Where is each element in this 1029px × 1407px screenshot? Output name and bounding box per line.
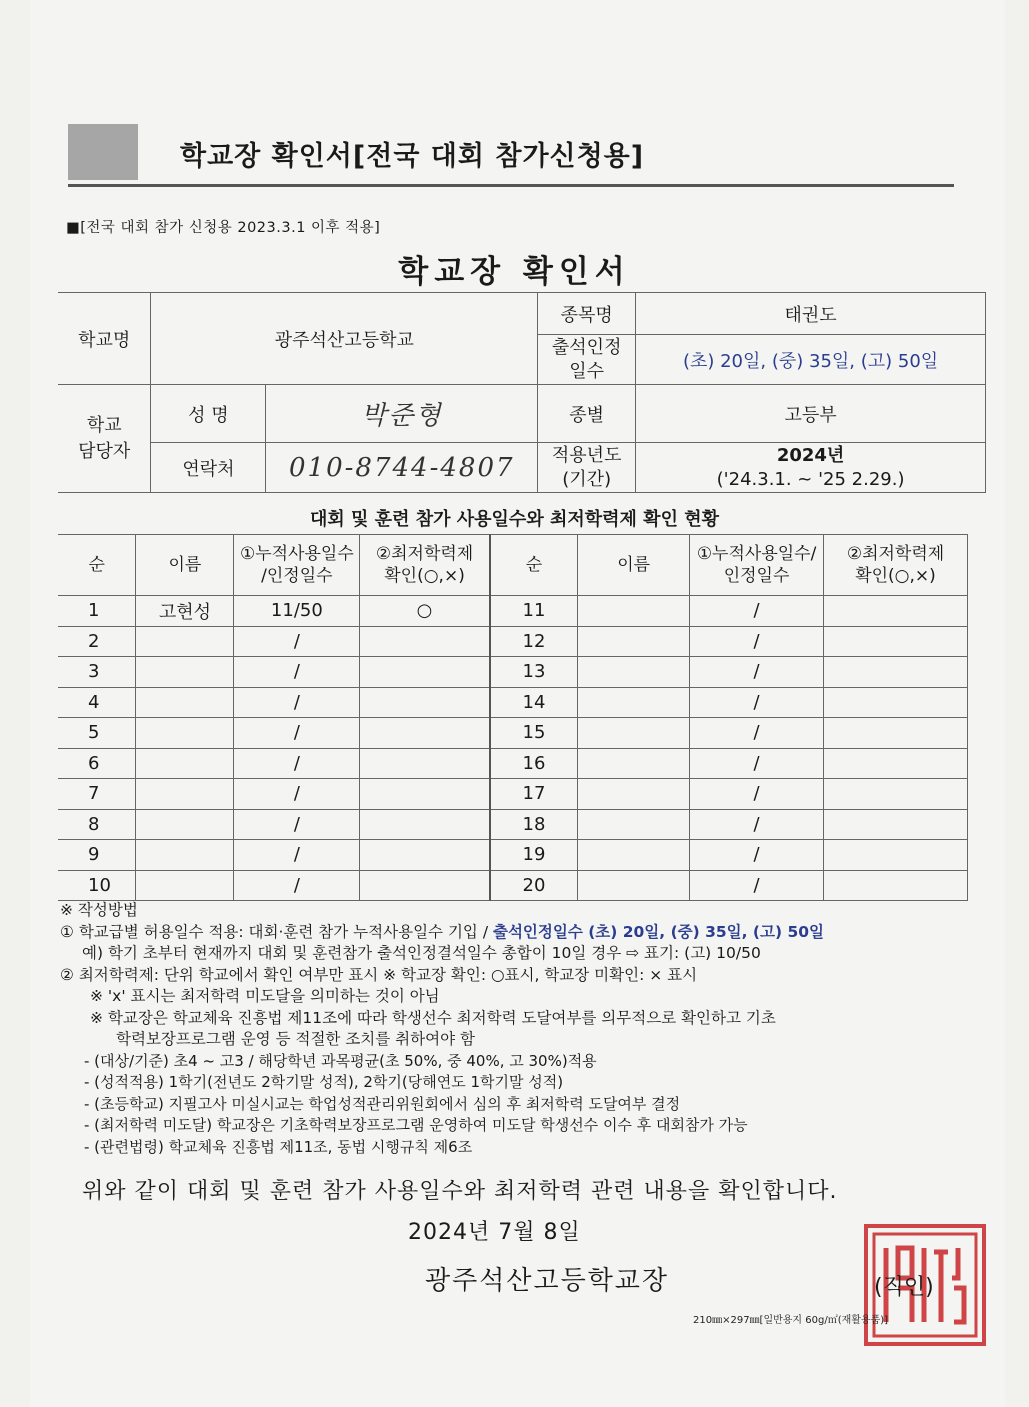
year-value: 2024년 (776, 445, 845, 467)
academic-check (824, 840, 968, 871)
row-number: 17 (490, 779, 578, 810)
athlete-name (578, 596, 690, 627)
period-value: ('24.3.1. ~ '25 2.29.) (716, 468, 905, 490)
athlete-name (136, 809, 234, 840)
header-gray-block (68, 124, 138, 180)
academic-check (824, 748, 968, 779)
col-header-check-2: ②최저학력제 확인(○,×) (824, 535, 968, 596)
instruction-1b: 출석인정일수 (초) 20일, (중) 35일, (고) 50일 (492, 922, 825, 941)
athlete-name (578, 840, 690, 871)
academic-check (360, 718, 490, 749)
academic-check (824, 657, 968, 688)
academic-check (360, 748, 490, 779)
row-number: 13 (490, 657, 578, 688)
row-number: 12 (490, 626, 578, 657)
row-number: 10 (58, 870, 136, 901)
table-row (58, 718, 968, 749)
days-used: / (234, 870, 360, 901)
academic-check (360, 870, 490, 901)
row-number: 6 (58, 748, 136, 779)
category-label: 종별 (538, 385, 636, 443)
academic-check (824, 870, 968, 901)
row-number: 3 (58, 657, 136, 688)
col-header-days: ①누적사용일수 /인정일수 (234, 535, 360, 596)
issue-date: 2024년 7월 8일 (408, 1220, 581, 1245)
days-used: 11/50 (234, 596, 360, 627)
athlete-name (578, 626, 690, 657)
academic-check (360, 779, 490, 810)
days-used: / (690, 840, 824, 871)
days-used: / (234, 687, 360, 718)
academic-check (824, 687, 968, 718)
athlete-name (578, 809, 690, 840)
row-number: 8 (58, 809, 136, 840)
days-used: / (234, 626, 360, 657)
row-number: 14 (490, 687, 578, 718)
instruction-10: - (최저학력 미도달) 학교장은 기초학력보장프로그램 운영하여 미도달 학생선수 이수 후 대회참가 가능 (84, 1116, 748, 1134)
row-number: 19 (490, 840, 578, 871)
academic-check (824, 779, 968, 810)
academic-check (824, 626, 968, 657)
days-used: / (690, 687, 824, 718)
athlete-name (136, 657, 234, 688)
athletes-table (58, 534, 968, 901)
info-table (58, 292, 986, 493)
manager-label: 학교 담당자 (58, 385, 151, 493)
athlete-name (578, 748, 690, 779)
row-number: 1 (58, 596, 136, 627)
athlete-name (136, 626, 234, 657)
school-label: 학교명 (58, 293, 151, 385)
row-number: 18 (490, 809, 578, 840)
academic-check (360, 626, 490, 657)
athlete-name (578, 870, 690, 901)
paper-spec: 210㎜×297㎜[일반용지 60g/㎡(재활용품)] (693, 1315, 889, 1326)
days-used: / (234, 809, 360, 840)
table-row (58, 657, 968, 688)
col-header-name-2: 이름 (578, 535, 690, 596)
year-cell (636, 443, 986, 493)
academic-check (824, 809, 968, 840)
table-row (58, 748, 968, 779)
academic-check: ○ (360, 596, 490, 627)
document-header (68, 124, 954, 187)
table-row (58, 626, 968, 657)
academic-check (360, 840, 490, 871)
attendance-value: (초) 20일, (중) 35일, (고) 50일 (636, 335, 986, 385)
table-header-row (58, 535, 968, 596)
section-title: 대회 및 훈련 참가 사용일수와 최저학력제 확인 현황 (309, 509, 719, 530)
days-used: / (234, 840, 360, 871)
event-label: 종목명 (538, 293, 636, 335)
athlete-name (136, 840, 234, 871)
days-used: / (234, 718, 360, 749)
contact-label: 연락처 (151, 443, 266, 493)
academic-check (360, 687, 490, 718)
athlete-name (136, 687, 234, 718)
instructions-heading: ※ 작성방법 (60, 901, 138, 919)
days-used: / (690, 596, 824, 627)
event-value: 태권도 (636, 293, 986, 335)
col-header-days-2: ①누적사용일수/ 인정일수 (690, 535, 824, 596)
col-header-no-2: 순 (490, 535, 578, 596)
academic-check (824, 718, 968, 749)
col-header-check: ②최저학력제 확인(○,×) (360, 535, 490, 596)
row-number: 20 (490, 870, 578, 901)
principal-signature-line: 광주석산고등학교장 (425, 1266, 670, 1296)
table-row (58, 840, 968, 871)
table-body (58, 596, 968, 901)
athlete-name (136, 779, 234, 810)
days-used: / (690, 718, 824, 749)
col-header-no: 순 (58, 535, 136, 596)
athlete-name: 고현성 (136, 596, 234, 627)
row-number: 2 (58, 626, 136, 657)
athlete-name (578, 779, 690, 810)
athlete-name (578, 687, 690, 718)
table-row (58, 870, 968, 901)
applicability-note: ■[전국 대회 참가 신청용 2023.3.1 이후 적용] (66, 220, 381, 236)
row-number: 5 (58, 718, 136, 749)
instruction-11: - (관련법령) 학교체육 진흥법 제11조, 동법 시행규칙 제6조 (84, 1137, 473, 1156)
instruction-2: 예) 학기 초부터 현재까지 대회 및 훈련참가 출석인정결석일수 총합이 10일 경우 ⇨ 표기: (고) 10/50 (82, 944, 761, 962)
table-row (58, 809, 968, 840)
attendance-label: 출석인정 일수 (538, 335, 636, 385)
year-label: 적용년도 (기간) (538, 443, 636, 493)
academic-check (360, 809, 490, 840)
table-row (58, 779, 968, 810)
instruction-7: - (대상/기준) 초4 ~ 고3 / 해당학년 과목평균(초 50%, 중 40%, 고 30%)적용 (84, 1051, 597, 1070)
academic-check (824, 596, 968, 627)
athlete-name (136, 718, 234, 749)
days-used: / (690, 870, 824, 901)
row-number: 16 (490, 748, 578, 779)
instructions (60, 900, 960, 1158)
days-used: / (234, 657, 360, 688)
instruction-6: 학력보장프로그램 운영 등 적절한 조치를 취하여야 함 (116, 1030, 475, 1048)
athlete-name (136, 870, 234, 901)
col-header-name: 이름 (136, 535, 234, 596)
athlete-name (578, 718, 690, 749)
row-number: 7 (58, 779, 136, 810)
athlete-name (578, 657, 690, 688)
days-used: / (234, 748, 360, 779)
page-title: 학교장 확인서 (398, 254, 631, 290)
row-number: 9 (58, 840, 136, 871)
row-number: 4 (58, 687, 136, 718)
days-used: / (234, 779, 360, 810)
academic-check (360, 657, 490, 688)
table-row (58, 687, 968, 718)
days-used: / (690, 657, 824, 688)
table-row (58, 596, 968, 627)
header-title: 학교장 확인서[전국 대회 참가신청용] (180, 141, 645, 172)
school-value: 광주석산고등학교 (151, 293, 538, 385)
days-used: / (690, 626, 824, 657)
instruction-8: - (성적적용) 1학기(전년도 2학기말 성적), 2학기(당해연도 1학기말 성적) (84, 1073, 564, 1091)
days-used: / (690, 748, 824, 779)
instruction-1a: ① 학교급별 허용일수 적용: 대회·훈련 참가 누적사용일수 기입 / (60, 922, 493, 941)
name-label: 성 명 (151, 385, 266, 443)
instruction-3: ② 최저학력제: 단위 학교에서 확인 여부만 표시 ※ 학교장 확인: ○표시, 학교장 미확인: × 표시 (60, 965, 698, 984)
row-number: 11 (490, 596, 578, 627)
confirmation-statement: 위와 같이 대회 및 훈련 참가 사용일수와 최저학력 관련 내용을 확인합니다. (82, 1179, 838, 1204)
instruction-4: ※ 'x' 표시는 최저학력 미도달을 의미하는 것이 아님 (90, 987, 440, 1005)
instruction-line (60, 922, 960, 944)
name-value-handwritten: 박준형 (266, 385, 538, 443)
instruction-5: ※ 학교장은 학교체육 진흥법 제11조에 따라 학생선수 최저학력 도달여부를 의무적으로 확인하고 기초 (90, 1008, 776, 1027)
row-number: 15 (490, 718, 578, 749)
days-used: / (690, 779, 824, 810)
athlete-name (136, 748, 234, 779)
instruction-9: - (초등학교) 지필고사 미실시교는 학업성적관리위원회에서 심의 후 최저학력 도달여부 결정 (84, 1094, 681, 1113)
days-used: / (690, 809, 824, 840)
category-value: 고등부 (636, 385, 986, 443)
contact-value-handwritten: 010-8744-4807 (266, 443, 538, 493)
seal-mark: (직인) (874, 1275, 934, 1300)
